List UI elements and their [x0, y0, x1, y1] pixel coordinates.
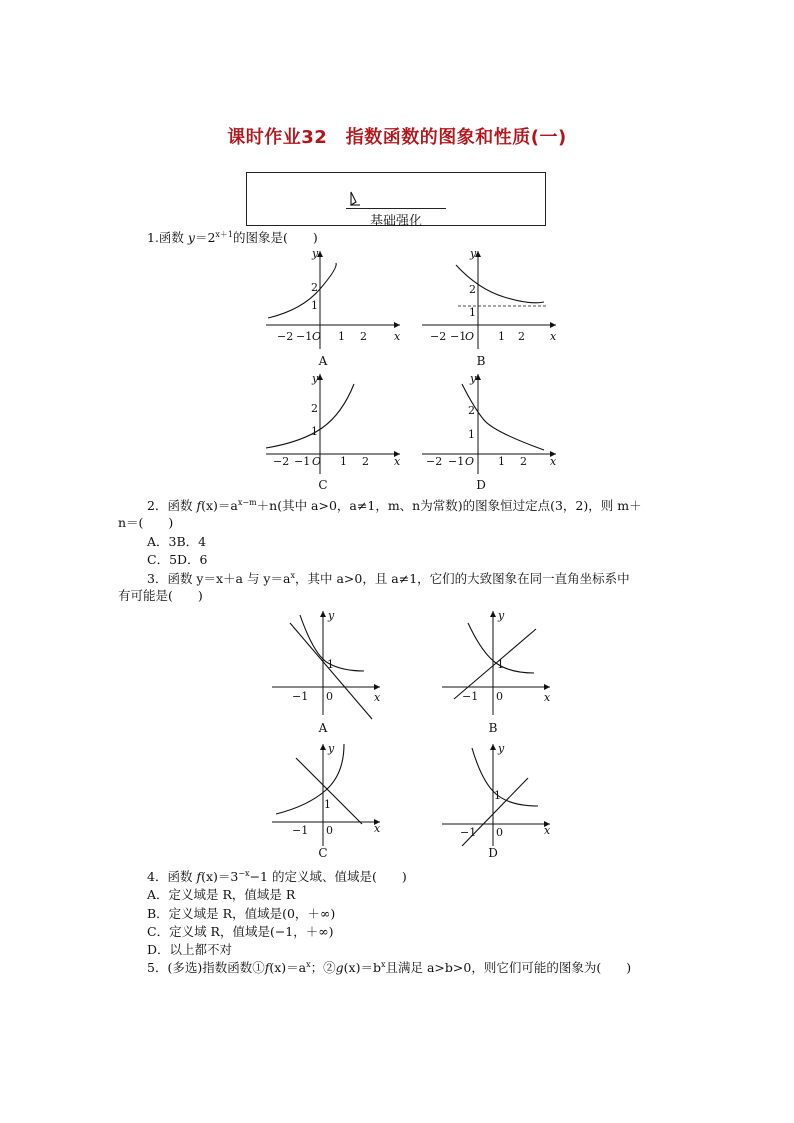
q1-graph-c	[262, 370, 407, 478]
svg-text:0: 0	[326, 690, 333, 703]
pencil-icon	[347, 191, 363, 209]
question-4: 4．函数 $f(x)=3^{-x}-1$ 的定义域、值域是( )	[147, 869, 407, 884]
svg-text:1: 1	[497, 658, 504, 671]
svg-text:−1: −1	[448, 455, 465, 468]
q3-label-b: B	[488, 721, 498, 735]
svg-text:O: O	[312, 330, 322, 343]
q3-label-a: A	[318, 721, 328, 735]
svg-text:y: y	[312, 372, 319, 385]
q1-label-d: D	[476, 478, 486, 492]
q1-graph-b	[418, 245, 563, 353]
svg-text:−2: −2	[273, 455, 290, 468]
q1-graph-a	[262, 245, 407, 353]
svg-text:1: 1	[498, 455, 505, 468]
q3-graph-d	[438, 740, 556, 848]
question-4-option-a: A．定义域是 R，值域是 R	[147, 887, 296, 902]
q3-graph-b	[438, 605, 556, 723]
svg-text:2: 2	[469, 283, 476, 296]
svg-text:y: y	[470, 372, 477, 385]
question-4-option-d: D．以上都不对	[147, 942, 233, 957]
svg-text:−2: −2	[277, 330, 294, 343]
page-title: 课时作业32 指数函数的图象和性质(一)	[227, 127, 567, 148]
svg-text:2: 2	[362, 455, 369, 468]
svg-text:2: 2	[518, 330, 525, 343]
q1-label-c: C	[318, 478, 328, 492]
question-3-line2: 有可能是( )	[118, 588, 203, 603]
q3-graph-c	[268, 740, 386, 848]
svg-text:y: y	[470, 247, 477, 260]
svg-text:x: x	[374, 822, 381, 835]
q1-graph-d	[418, 370, 563, 478]
svg-text:x: x	[374, 691, 381, 704]
svg-text:2: 2	[468, 404, 475, 417]
svg-text:2: 2	[360, 330, 367, 343]
svg-text:2: 2	[311, 281, 318, 294]
svg-text:−2: −2	[426, 455, 443, 468]
question-2: 2．函数 $f(x)=a^{x-m}+n$(其中 a>0，a≠1，m、n为常数)的图象恒过定点(3，2)，则 m＋	[147, 498, 642, 513]
svg-text:−2: −2	[430, 330, 447, 343]
svg-text:y: y	[328, 742, 335, 755]
svg-text:−1: −1	[460, 826, 477, 839]
svg-text:1: 1	[311, 425, 318, 438]
question-4-option-c: C．定义域 R，值域是(−1，＋∞)	[147, 924, 334, 939]
svg-text:O: O	[465, 330, 475, 343]
question-3: 3．函数 y＝x＋a 与 $y=a^x$，其中 a>0，且 a≠1，它们的大致图象在同一直角坐标系中	[147, 571, 630, 586]
question-4-option-b: B．定义域是 R，值域是(0，＋∞)	[147, 906, 336, 921]
svg-text:x: x	[550, 330, 557, 343]
svg-text:−1: −1	[292, 690, 309, 703]
svg-text:−1: −1	[450, 330, 467, 343]
svg-text:x: x	[394, 455, 401, 468]
q1-label-a: A	[318, 354, 328, 368]
svg-text:1: 1	[340, 455, 347, 468]
svg-text:−1: −1	[462, 690, 479, 703]
question-2-options-ab: A．3B．4	[147, 534, 207, 549]
svg-text:y: y	[328, 609, 335, 622]
svg-text:x: x	[544, 691, 551, 704]
svg-text:1: 1	[494, 789, 501, 802]
question-5: 5．(多选)指数函数$①f(x)=a^x$；$②g(x)=b^x$且满足 a>b>0，则它们可能的图象为( )	[147, 960, 632, 975]
q3-label-c: C	[318, 846, 328, 860]
svg-text:0: 0	[496, 690, 503, 703]
question-2-line2: n＝( )	[118, 515, 174, 530]
svg-text:0: 0	[326, 824, 333, 837]
svg-text:y: y	[498, 609, 505, 622]
svg-text:x: x	[544, 824, 551, 837]
question-2-options-cd: C．5D．6	[147, 552, 208, 567]
svg-text:1: 1	[324, 798, 331, 811]
svg-text:x: x	[550, 455, 557, 468]
svg-text:1: 1	[468, 428, 475, 441]
svg-text:1: 1	[311, 299, 318, 312]
svg-text:1: 1	[498, 330, 505, 343]
svg-text:−1: −1	[294, 455, 311, 468]
svg-text:−1: −1	[296, 330, 313, 343]
svg-text:2: 2	[311, 402, 318, 415]
svg-text:O: O	[465, 455, 475, 468]
svg-text:y: y	[312, 247, 319, 260]
section-rule	[346, 208, 446, 209]
q3-label-d: D	[488, 846, 498, 860]
svg-text:1: 1	[338, 330, 345, 343]
svg-text:x: x	[394, 330, 401, 343]
svg-text:O: O	[312, 455, 322, 468]
svg-text:0: 0	[496, 826, 503, 839]
svg-text:−1: −1	[292, 824, 309, 837]
section-label: 基础强化	[369, 214, 422, 229]
section-box	[246, 172, 546, 229]
q3-graph-a	[268, 605, 386, 723]
svg-text:2: 2	[520, 455, 527, 468]
question-1: 1.函数 $y=2^{x+1}$的图象是( )	[147, 230, 318, 245]
svg-text:1: 1	[327, 658, 334, 671]
svg-text:y: y	[498, 742, 505, 755]
q1-label-b: B	[476, 354, 486, 368]
svg-text:1: 1	[469, 306, 476, 319]
